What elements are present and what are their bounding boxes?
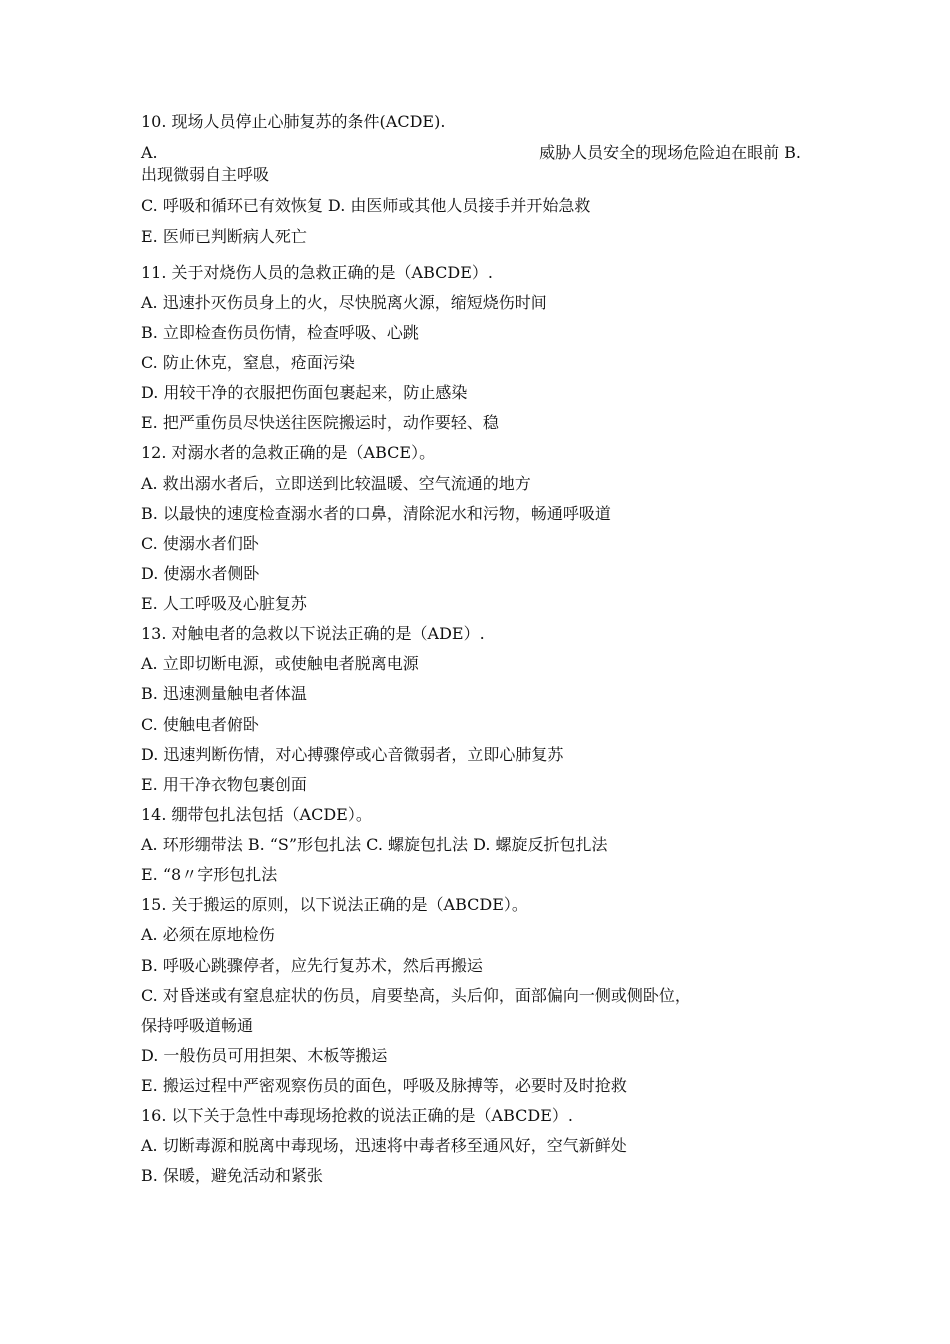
q15-stem: 15. 关于搬运的原则，以下说法正确的是（ABCDE）。 <box>141 895 528 914</box>
q11-option-a: A. 迅速扑灭伤员身上的火，尽快脱离火源，缩短烧伤时间 <box>141 293 547 312</box>
q11-option-e: E. 把严重伤员尽快送往医院搬运时，动作要轻、稳 <box>141 413 499 432</box>
q16-option-b: B. 保暖，避免活动和紧张 <box>141 1166 323 1185</box>
q14-options-line: A. 环形绷带法 B. “S”形包扎法 C. 螺旋包扎法 D. 螺旋反折包扎法 <box>141 835 608 854</box>
q12-option-c: C. 使溺水者们卧 <box>141 534 259 553</box>
q14-option-e: E. “8〃字形包扎法 <box>141 865 278 884</box>
q11-stem: 11. 关于对烧伤人员的急救正确的是（ABCDE）. <box>141 263 493 282</box>
q10-option-b-text: 出现微弱自主呼吸 <box>141 165 270 184</box>
q15-option-b: B. 呼吸心跳骤停者，应先行复苏术，然后再搬运 <box>141 956 483 975</box>
q11-option-c: C. 防止休克，窒息，疮面污染 <box>141 353 355 372</box>
q15-option-e: E. 搬运过程中严密观察伤员的面色，呼吸及脉搏等，必要时及时抢救 <box>141 1076 627 1095</box>
q13-option-c: C. 使触电者俯卧 <box>141 715 259 734</box>
q16-stem: 16. 以下关于急性中毒现场抢救的说法正确的是（ABCDE）. <box>141 1106 573 1125</box>
q13-option-b: B. 迅速测量触电者体温 <box>141 684 307 703</box>
q10-stem: 10. 现场人员停止心肺复苏的条件(ACDE). <box>141 112 446 131</box>
q10-option-a-line <box>141 143 801 163</box>
q11-option-d: D. 用较干净的衣服把伤面包裹起来，防止感染 <box>141 383 468 402</box>
q10-option-e: E. 医师已判断病人死亡 <box>141 227 307 246</box>
q12-option-e: E. 人工呼吸及心脏复苏 <box>141 594 307 613</box>
q14-stem: 14. 绷带包扎法包括（ACDE）。 <box>141 805 372 824</box>
q13-option-e: E. 用干净衣物包裹创面 <box>141 775 307 794</box>
q13-option-d: D. 迅速判断伤情，对心搏骤停或心音微弱者，立即心肺复苏 <box>141 745 564 764</box>
q15-option-c: C. 对昏迷或有窒息症状的伤员，肩要垫高，头后仰，面部偏向一侧或侧卧位， <box>141 986 691 1005</box>
q13-option-a: A. 立即切断电源，或使触电者脱离电源 <box>141 654 419 673</box>
q12-option-a: A. 救出溺水者后，立即送到比较温暖、空气流通的地方 <box>141 474 531 493</box>
q12-option-d: D. 使溺水者侧卧 <box>141 564 260 583</box>
q15-option-a: A. 必须在原地检伤 <box>141 925 275 944</box>
q13-stem: 13. 对触电者的急救以下说法正确的是（ADE）. <box>141 624 485 643</box>
q16-option-a: A. 切断毒源和脱离中毒现场，迅速将中毒者移至通风好，空气新鲜处 <box>141 1136 627 1155</box>
q15-option-c-cont: 保持呼吸道畅通 <box>141 1016 254 1035</box>
q10-options-cd: C. 呼吸和循环已有效恢复 D. 由医师或其他人员接手并开始急救 <box>141 196 591 215</box>
q12-option-b: B. 以最快的速度检查溺水者的口鼻，清除泥水和污物，畅通呼吸道 <box>141 504 611 523</box>
q12-stem: 12. 对溺水者的急救正确的是（ABCE）。 <box>141 443 436 462</box>
q10-option-a-label: A. <box>141 143 158 162</box>
q15-option-d: D. 一般伤员可用担架、木板等搬运 <box>141 1046 388 1065</box>
q11-option-b: B. 立即检查伤员伤情，检查呼吸、心跳 <box>141 323 419 342</box>
q10-option-a-text: 威胁人员安全的现场危险迫在眼前 B. <box>539 143 801 162</box>
